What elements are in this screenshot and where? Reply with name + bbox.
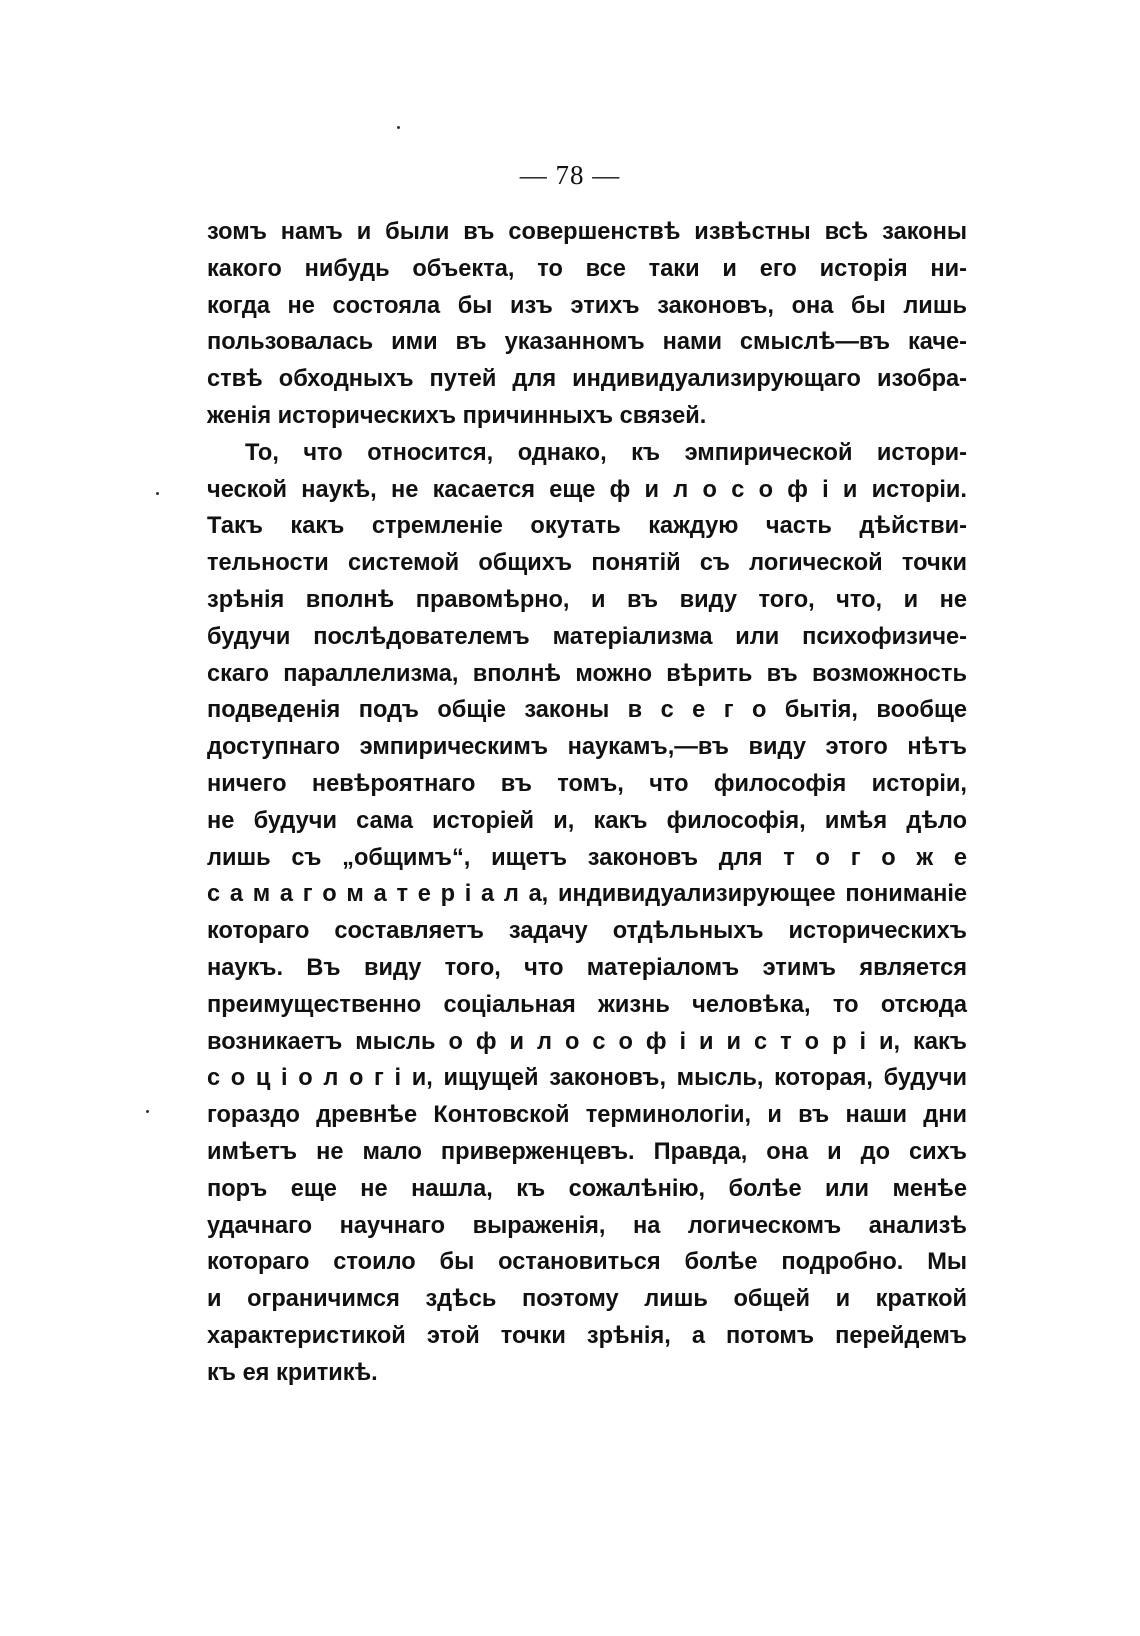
body-text — [207, 214, 967, 1392]
text-line: ческой наукѣ, не касается еще ф и л о с о ф і и истоpіи. — [207, 476, 967, 503]
text-line: какого нибудь объекта, то все таки и его исторія ни- — [207, 255, 967, 282]
text-line: ствѣ обходныхъ путей для индивидуализирующаго изобра- — [207, 366, 967, 393]
text-line: будучи послѣдователемъ матеріализма или психофизиче- — [207, 623, 967, 650]
text-line: подведенія подъ общіе законы в с е г о бытія, вообще — [207, 697, 967, 724]
text-line: характеристикой этой точки зрѣнія, а потомъ перейдемъ — [207, 1322, 967, 1349]
text-line: с о ц і о л о г і и, ищущей законовъ, мысль, которая, будучи — [207, 1065, 967, 1092]
text-line: пользовалась ими въ указанномъ нами смыслѣ—въ каче- — [207, 329, 967, 356]
text-line: с а м а г о м а т е р і а л а, индивидуализирующее пониманіе — [207, 881, 967, 908]
text-line: котораго стоило бы остановиться болѣе подробно. Мы — [207, 1249, 967, 1276]
ink-speck — [397, 126, 400, 129]
text-line: имѣетъ не мало приверженцевъ. Правда, она и до сихъ — [207, 1138, 967, 1165]
text-line: ничего невѣроятнаго въ томъ, что философія исторіи, — [207, 770, 967, 797]
ink-speck — [146, 1110, 149, 1113]
text-line: поръ еще не нашла, къ сожалѣнію, болѣе или менѣе — [207, 1175, 967, 1202]
text-line: возникаетъ мысль о ф и л о с о ф і и и с т о р і и, какъ — [207, 1028, 967, 1055]
text-line: лишь съ „общимъ“, ищетъ законовъ для т о г о ж е — [207, 844, 967, 871]
paragraph-start-line: То, что относится, однако, къ эмпирической истори- — [245, 439, 967, 466]
text-line: доступнаго эмпирическимъ наукамъ,—въ виду этого нѣтъ — [207, 734, 967, 761]
text-line: гораздо древнѣе Контовской терминологіи, и въ наши дни — [207, 1102, 967, 1129]
text-line: удачнаго научнаго выраженія, на логическомъ анализѣ — [207, 1212, 967, 1239]
text-line: зомъ намъ и были въ совершенствѣ извѣстны всѣ законы — [207, 219, 967, 245]
text-line: и ограничимся здѣсь поэтому лишь общей и краткой — [207, 1286, 967, 1313]
text-line: преимущественно соціальная жизнь человѣка, то отсюда — [207, 991, 967, 1018]
text-line: къ ея критикѣ. — [207, 1359, 378, 1386]
ink-speck — [156, 492, 159, 495]
text-line: наукъ. Въ виду того, что матеріаломъ этимъ является — [207, 954, 967, 981]
text-line: женія историческихъ причинныхъ связей. — [207, 402, 707, 429]
text-line: зрѣнія вполнѣ правомѣрно, и въ виду того, что, и не — [207, 586, 967, 613]
text-line: когда не состояла бы изъ этихъ законовъ, она бы лишь — [207, 292, 967, 319]
text-line: скаго параллелизма, вполнѣ можно вѣрить въ возможность — [207, 660, 967, 687]
text-line: тельности системой общихъ понятій съ логической точки — [207, 550, 967, 577]
text-line: Такъ какъ стремленіе окутать каждую часть дѣйстви- — [207, 513, 967, 540]
text-line: не будучи сама исторіей и, какъ философія, имѣя дѣло — [207, 807, 967, 834]
page-number: — 78 — — [519, 160, 621, 190]
text-line: котораго составляетъ задачу отдѣльныхъ историческихъ — [207, 918, 967, 945]
